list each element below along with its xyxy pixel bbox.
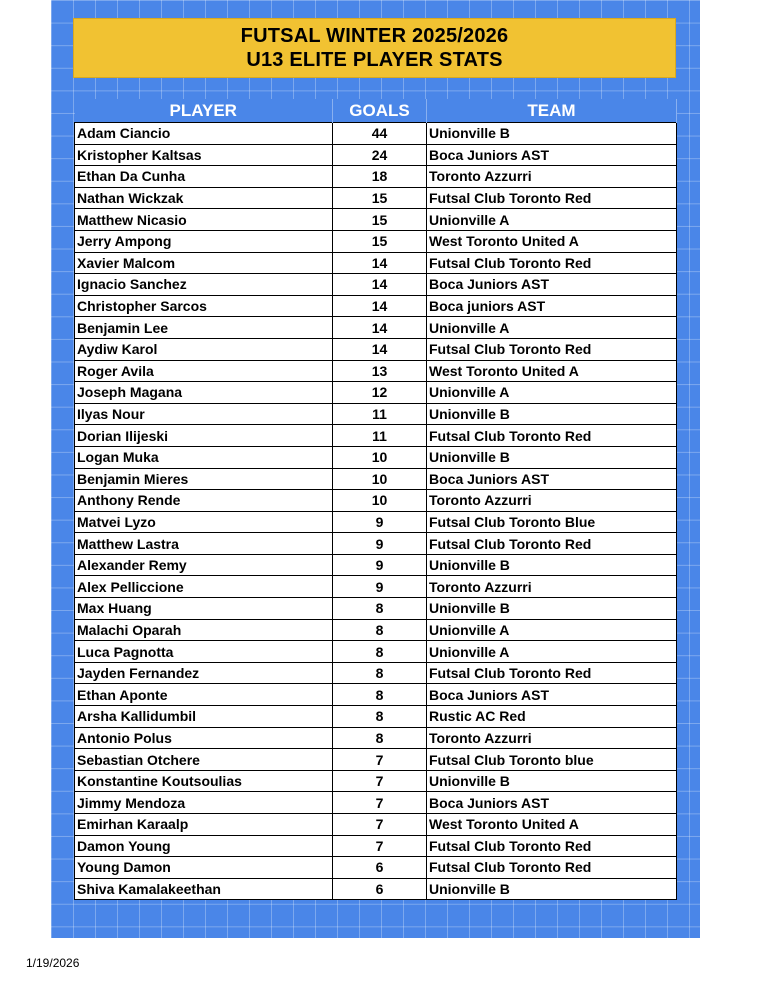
- table-row: [75, 403, 677, 425]
- table-row: [75, 598, 677, 620]
- player-name-cell: Alexander Remy: [75, 554, 333, 576]
- team-name-cell: Futsal Club Toronto Red: [427, 187, 677, 209]
- goals-cell: 6: [333, 878, 427, 900]
- table-row: [75, 857, 677, 879]
- table-row: [75, 230, 677, 252]
- goals-cell: 18: [333, 166, 427, 188]
- title-banner: [73, 18, 676, 78]
- team-name-cell: Boca Juniors AST: [427, 274, 677, 296]
- table-row: [75, 382, 677, 404]
- table-row: [75, 814, 677, 836]
- team-name-cell: West Toronto United A: [427, 230, 677, 252]
- team-name-cell: Boca Juniors AST: [427, 468, 677, 490]
- player-name-cell: Adam Ciancio: [75, 123, 333, 145]
- player-name-cell: Emirhan Karaalp: [75, 814, 333, 836]
- table-row: [75, 166, 677, 188]
- table-row: [75, 187, 677, 209]
- player-name-cell: Matvei Lyzo: [75, 511, 333, 533]
- goals-cell: 10: [333, 490, 427, 512]
- player-stats-table: [74, 99, 677, 900]
- column-header-player: PLAYER: [75, 99, 333, 123]
- player-name-cell: Aydiw Karol: [75, 338, 333, 360]
- goals-cell: 8: [333, 727, 427, 749]
- team-name-cell: Unionville B: [427, 123, 677, 145]
- team-name-cell: Futsal Club Toronto Red: [427, 338, 677, 360]
- table-row: [75, 144, 677, 166]
- goals-cell: 7: [333, 792, 427, 814]
- goals-cell: 8: [333, 619, 427, 641]
- player-name-cell: Matthew Lastra: [75, 533, 333, 555]
- player-name-cell: Luca Pagnotta: [75, 641, 333, 663]
- player-name-cell: Malachi Oparah: [75, 619, 333, 641]
- team-name-cell: Futsal Club Toronto Red: [427, 662, 677, 684]
- team-name-cell: Unionville A: [427, 619, 677, 641]
- team-name-cell: Boca Juniors AST: [427, 792, 677, 814]
- team-name-cell: Futsal Club Toronto Blue: [427, 511, 677, 533]
- player-name-cell: Jimmy Mendoza: [75, 792, 333, 814]
- goals-cell: 14: [333, 295, 427, 317]
- table-body: [75, 123, 677, 900]
- table-row: [75, 511, 677, 533]
- table-row: [75, 209, 677, 231]
- team-name-cell: Unionville A: [427, 641, 677, 663]
- goals-cell: 11: [333, 403, 427, 425]
- goals-cell: 15: [333, 230, 427, 252]
- title-line-2: U13 ELITE PLAYER STATS: [246, 49, 503, 71]
- table-row: [75, 360, 677, 382]
- table-row: [75, 641, 677, 663]
- team-name-cell: Toronto Azzurri: [427, 727, 677, 749]
- player-name-cell: Alex Pelliccione: [75, 576, 333, 598]
- team-name-cell: Unionville B: [427, 878, 677, 900]
- player-name-cell: Max Huang: [75, 598, 333, 620]
- table-row: [75, 576, 677, 598]
- goals-cell: 7: [333, 835, 427, 857]
- table-row: [75, 554, 677, 576]
- player-name-cell: Benjamin Lee: [75, 317, 333, 339]
- table-row: [75, 619, 677, 641]
- team-name-cell: Futsal Club Toronto Red: [427, 835, 677, 857]
- table-row: [75, 317, 677, 339]
- player-name-cell: Ignacio Sanchez: [75, 274, 333, 296]
- player-name-cell: Arsha Kallidumbil: [75, 706, 333, 728]
- table-row: [75, 252, 677, 274]
- player-name-cell: Ilyas Nour: [75, 403, 333, 425]
- table-row: [75, 792, 677, 814]
- team-name-cell: Unionville A: [427, 209, 677, 231]
- team-name-cell: West Toronto United A: [427, 814, 677, 836]
- goals-cell: 7: [333, 749, 427, 771]
- goals-cell: 15: [333, 187, 427, 209]
- goals-cell: 13: [333, 360, 427, 382]
- team-name-cell: Boca juniors AST: [427, 295, 677, 317]
- goals-cell: 7: [333, 814, 427, 836]
- table-row: [75, 123, 677, 145]
- player-name-cell: Roger Avila: [75, 360, 333, 382]
- goals-cell: 6: [333, 857, 427, 879]
- goals-cell: 9: [333, 511, 427, 533]
- table-row: [75, 706, 677, 728]
- table-row: [75, 490, 677, 512]
- table-row: [75, 662, 677, 684]
- team-name-cell: Futsal Club Toronto Red: [427, 533, 677, 555]
- table-row: [75, 749, 677, 771]
- goals-cell: 8: [333, 662, 427, 684]
- team-name-cell: Unionville B: [427, 446, 677, 468]
- player-name-cell: Anthony Rende: [75, 490, 333, 512]
- player-name-cell: Joseph Magana: [75, 382, 333, 404]
- team-name-cell: Futsal Club Toronto Red: [427, 252, 677, 274]
- player-name-cell: Jerry Ampong: [75, 230, 333, 252]
- player-name-cell: Dorian Ilijeski: [75, 425, 333, 447]
- table-row: [75, 533, 677, 555]
- goals-cell: 24: [333, 144, 427, 166]
- goals-cell: 14: [333, 252, 427, 274]
- goals-cell: 8: [333, 706, 427, 728]
- table-row: [75, 468, 677, 490]
- goals-cell: 44: [333, 123, 427, 145]
- column-header-team: TEAM: [427, 99, 677, 123]
- player-name-cell: Jayden Fernandez: [75, 662, 333, 684]
- team-name-cell: Unionville A: [427, 382, 677, 404]
- goals-cell: 7: [333, 770, 427, 792]
- goals-cell: 14: [333, 317, 427, 339]
- column-header-goals: GOALS: [333, 99, 427, 123]
- player-name-cell: Antonio Polus: [75, 727, 333, 749]
- team-name-cell: Unionville B: [427, 770, 677, 792]
- goals-cell: 12: [333, 382, 427, 404]
- player-name-cell: Xavier Malcom: [75, 252, 333, 274]
- goals-cell: 8: [333, 641, 427, 663]
- table-row: [75, 770, 677, 792]
- goals-cell: 11: [333, 425, 427, 447]
- goals-cell: 10: [333, 446, 427, 468]
- goals-cell: 8: [333, 598, 427, 620]
- team-name-cell: Unionville A: [427, 317, 677, 339]
- player-name-cell: Ethan Da Cunha: [75, 166, 333, 188]
- player-name-cell: Sebastian Otchere: [75, 749, 333, 771]
- table-row: [75, 878, 677, 900]
- team-name-cell: Toronto Azzurri: [427, 490, 677, 512]
- player-name-cell: Logan Muka: [75, 446, 333, 468]
- team-name-cell: Futsal Club Toronto Red: [427, 857, 677, 879]
- player-name-cell: Benjamin Mieres: [75, 468, 333, 490]
- team-name-cell: Boca Juniors AST: [427, 684, 677, 706]
- goals-cell: 15: [333, 209, 427, 231]
- title-line-1: FUTSAL WINTER 2025/2026: [240, 25, 509, 47]
- goals-cell: 10: [333, 468, 427, 490]
- player-name-cell: Damon Young: [75, 835, 333, 857]
- team-name-cell: Futsal Club Toronto blue: [427, 749, 677, 771]
- goals-cell: 8: [333, 684, 427, 706]
- team-name-cell: Toronto Azzurri: [427, 576, 677, 598]
- table-row: [75, 835, 677, 857]
- player-name-cell: Kristopher Kaltsas: [75, 144, 333, 166]
- goals-cell: 9: [333, 533, 427, 555]
- table-row: [75, 338, 677, 360]
- team-name-cell: Futsal Club Toronto Red: [427, 425, 677, 447]
- team-name-cell: Unionville B: [427, 403, 677, 425]
- player-name-cell: Young Damon: [75, 857, 333, 879]
- goals-cell: 9: [333, 554, 427, 576]
- player-name-cell: Nathan Wickzak: [75, 187, 333, 209]
- table-row: [75, 295, 677, 317]
- team-name-cell: Boca Juniors AST: [427, 144, 677, 166]
- table-row: [75, 727, 677, 749]
- player-name-cell: Ethan Aponte: [75, 684, 333, 706]
- header-row: [75, 99, 677, 123]
- player-name-cell: Matthew Nicasio: [75, 209, 333, 231]
- player-name-cell: Shiva Kamalakeethan: [75, 878, 333, 900]
- goals-cell: 9: [333, 576, 427, 598]
- goals-cell: 14: [333, 274, 427, 296]
- team-name-cell: Unionville B: [427, 598, 677, 620]
- table-row: [75, 446, 677, 468]
- goals-cell: 14: [333, 338, 427, 360]
- table-row: [75, 684, 677, 706]
- team-name-cell: Rustic AC Red: [427, 706, 677, 728]
- print-date: 1/19/2026: [26, 956, 80, 970]
- team-name-cell: Unionville B: [427, 554, 677, 576]
- table-row: [75, 274, 677, 296]
- player-name-cell: Christopher Sarcos: [75, 295, 333, 317]
- team-name-cell: Toronto Azzurri: [427, 166, 677, 188]
- team-name-cell: West Toronto United A: [427, 360, 677, 382]
- table-row: [75, 425, 677, 447]
- player-name-cell: Konstantine Koutsoulias: [75, 770, 333, 792]
